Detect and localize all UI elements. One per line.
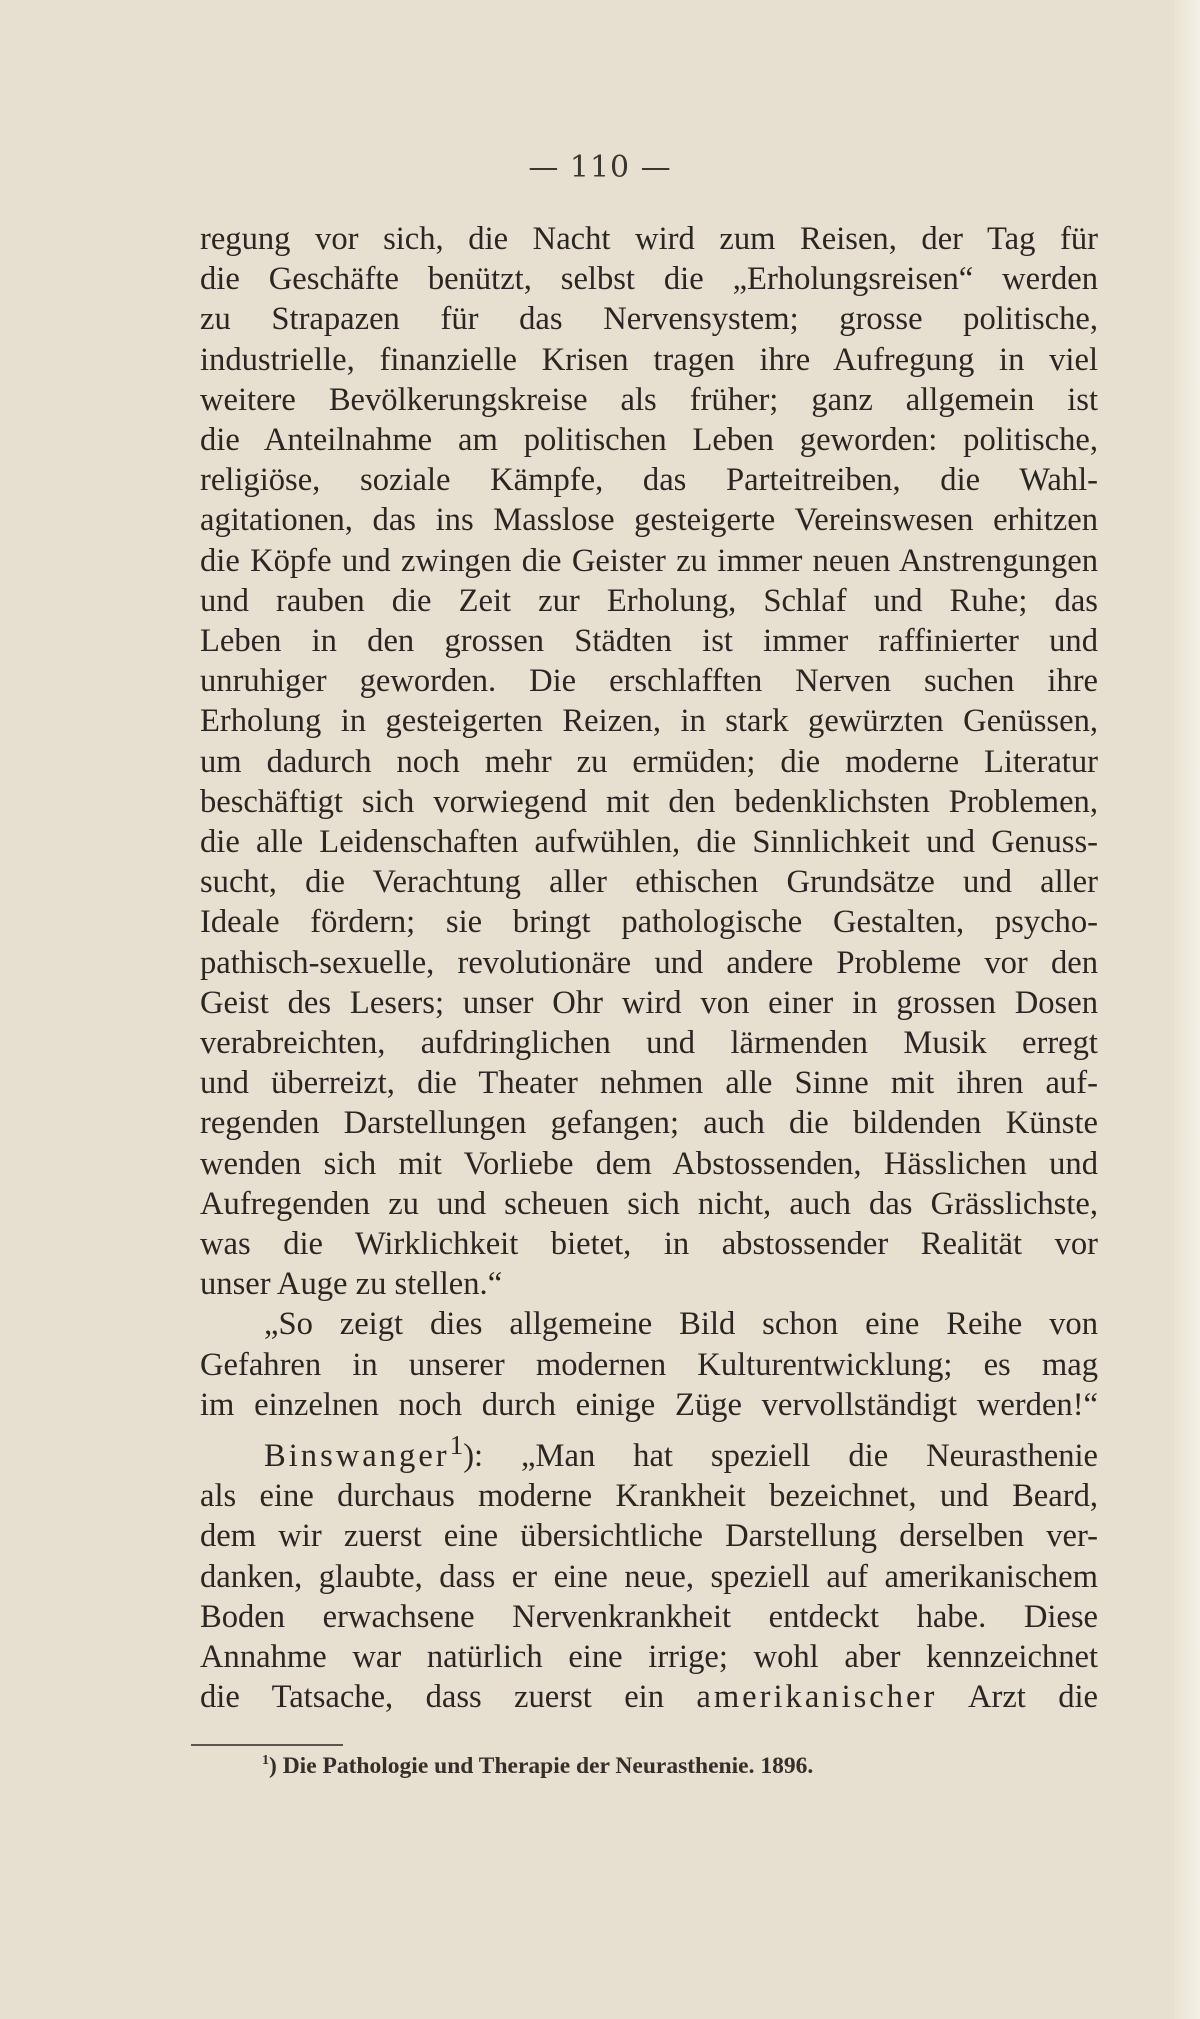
- last-line-end: Arzt die: [967, 1679, 1098, 1716]
- text-line: die Köpfe und zwingen die Geister zu immer neuen Anstrengungen: [200, 542, 1098, 579]
- footnote-ref: 1: [449, 1430, 464, 1461]
- body-text: [200, 219, 1098, 1717]
- last-text-line: [200, 1677, 1098, 1717]
- text-line: Ideale fördern; sie bringt pathologische Gestalten, psycho-: [200, 904, 1098, 941]
- text-line: „So zeigt dies allgemeine Bild schon eine Reihe von: [264, 1306, 1098, 1343]
- footnote: [262, 1753, 813, 1780]
- text-line: die Anteilnahme am politischen Leben geworden: politische,: [200, 422, 1098, 459]
- footnote-mark: 1: [262, 1753, 269, 1769]
- text-line: Gefahren in unserer modernen Kulturentwicklung; es mag: [200, 1346, 1098, 1383]
- text-line: im einzelnen noch durch einige Züge vervollständigt werden!“: [200, 1386, 1098, 1423]
- text-line: um dadurch noch mehr zu ermüden; die moderne Literatur: [200, 743, 1098, 780]
- text-line: weitere Bevölkerungskreise als früher; ganz allgemein ist: [200, 381, 1098, 418]
- binswanger-line: [200, 1425, 1098, 1476]
- text-line: agitationen, das ins Masslose gesteigerte Vereinswesen erhitzen: [200, 502, 1098, 539]
- emphasized-word: amerikanischer: [696, 1679, 938, 1716]
- footnote-rule: [191, 1744, 343, 1746]
- text-line: die alle Leidenschaften aufwühlen, die Sinnlichkeit und Genuss-: [200, 824, 1098, 861]
- text-line: als eine durchaus moderne Krankheit bezeichnet, und Beard,: [200, 1478, 1098, 1515]
- footnote-text: ) Die Pathologie und Therapie der Neurasthenie. 1896.: [269, 1753, 814, 1779]
- binswanger-quote-start: ): „Man hat speziell die Neurasthenie: [463, 1437, 1098, 1474]
- text-line: Boden erwachsene Nervenkrankheit entdeckt habe. Diese: [200, 1598, 1098, 1635]
- text-line: danken, glaubte, dass er eine neue, speziell auf amerikanischem: [200, 1558, 1098, 1595]
- text-line: wenden sich mit Vorliebe dem Abstossenden, Hässlichen und: [200, 1145, 1098, 1182]
- text-line: und rauben die Zeit zur Erholung, Schlaf und Ruhe; das: [200, 582, 1098, 619]
- text-line: Annahme war natürlich eine irrige; wohl aber kennzeichnet: [200, 1638, 1098, 1675]
- text-line: Aufregenden zu und scheuen sich nicht, auch das Grässlichste,: [200, 1185, 1098, 1222]
- text-line: was die Wirklichkeit bietet, in abstossender Realität vor: [200, 1226, 1098, 1263]
- text-line: Leben in den grossen Städten ist immer raffinierter und: [200, 623, 1098, 660]
- text-line: und überreizt, die Theater nehmen alle Sinne mit ihren auf-: [200, 1065, 1098, 1102]
- text-line: die Geschäfte benützt, selbst die „Erholungsreisen“ werden: [200, 261, 1098, 298]
- text-line: Geist des Lesers; unser Ohr wird von einer in grossen Dosen: [200, 984, 1098, 1021]
- last-line-start: die Tatsache, dass zuerst ein: [200, 1679, 664, 1716]
- text-line: dem wir zuerst eine übersichtliche Darstellung derselben ver-: [200, 1518, 1098, 1555]
- author-name: Binswanger: [264, 1437, 450, 1474]
- page-number: — 110 —: [528, 150, 672, 185]
- text-line: Erholung in gesteigerten Reizen, in stark gewürzten Genüssen,: [200, 703, 1098, 740]
- text-line: industrielle, finanzielle Krisen tragen ihre Aufregung in viel: [200, 341, 1098, 378]
- text-line: pathisch-sexuelle, revolutionäre und andere Probleme vor den: [200, 944, 1098, 981]
- text-line: zu Strapazen für das Nervensystem; grosse politische,: [200, 301, 1098, 338]
- text-line: verabreichten, aufdringlichen und lärmenden Musik erregt: [200, 1025, 1098, 1062]
- text-line: unser Auge zu stellen.“: [200, 1266, 503, 1303]
- text-line: religiöse, soziale Kämpfe, das Parteitreiben, die Wahl-: [200, 462, 1098, 499]
- text-line: beschäftigt sich vorwiegend mit den bedenklichsten Problemen,: [200, 783, 1098, 820]
- text-line: regung vor sich, die Nacht wird zum Reisen, der Tag für: [200, 221, 1098, 257]
- text-line: sucht, die Verachtung aller ethischen Grundsätze und aller: [200, 864, 1098, 901]
- text-line: unruhiger geworden. Die erschlafften Nerven suchen ihre: [200, 663, 1098, 700]
- text-line: regenden Darstellungen gefangen; auch die bildenden Künste: [200, 1105, 1098, 1142]
